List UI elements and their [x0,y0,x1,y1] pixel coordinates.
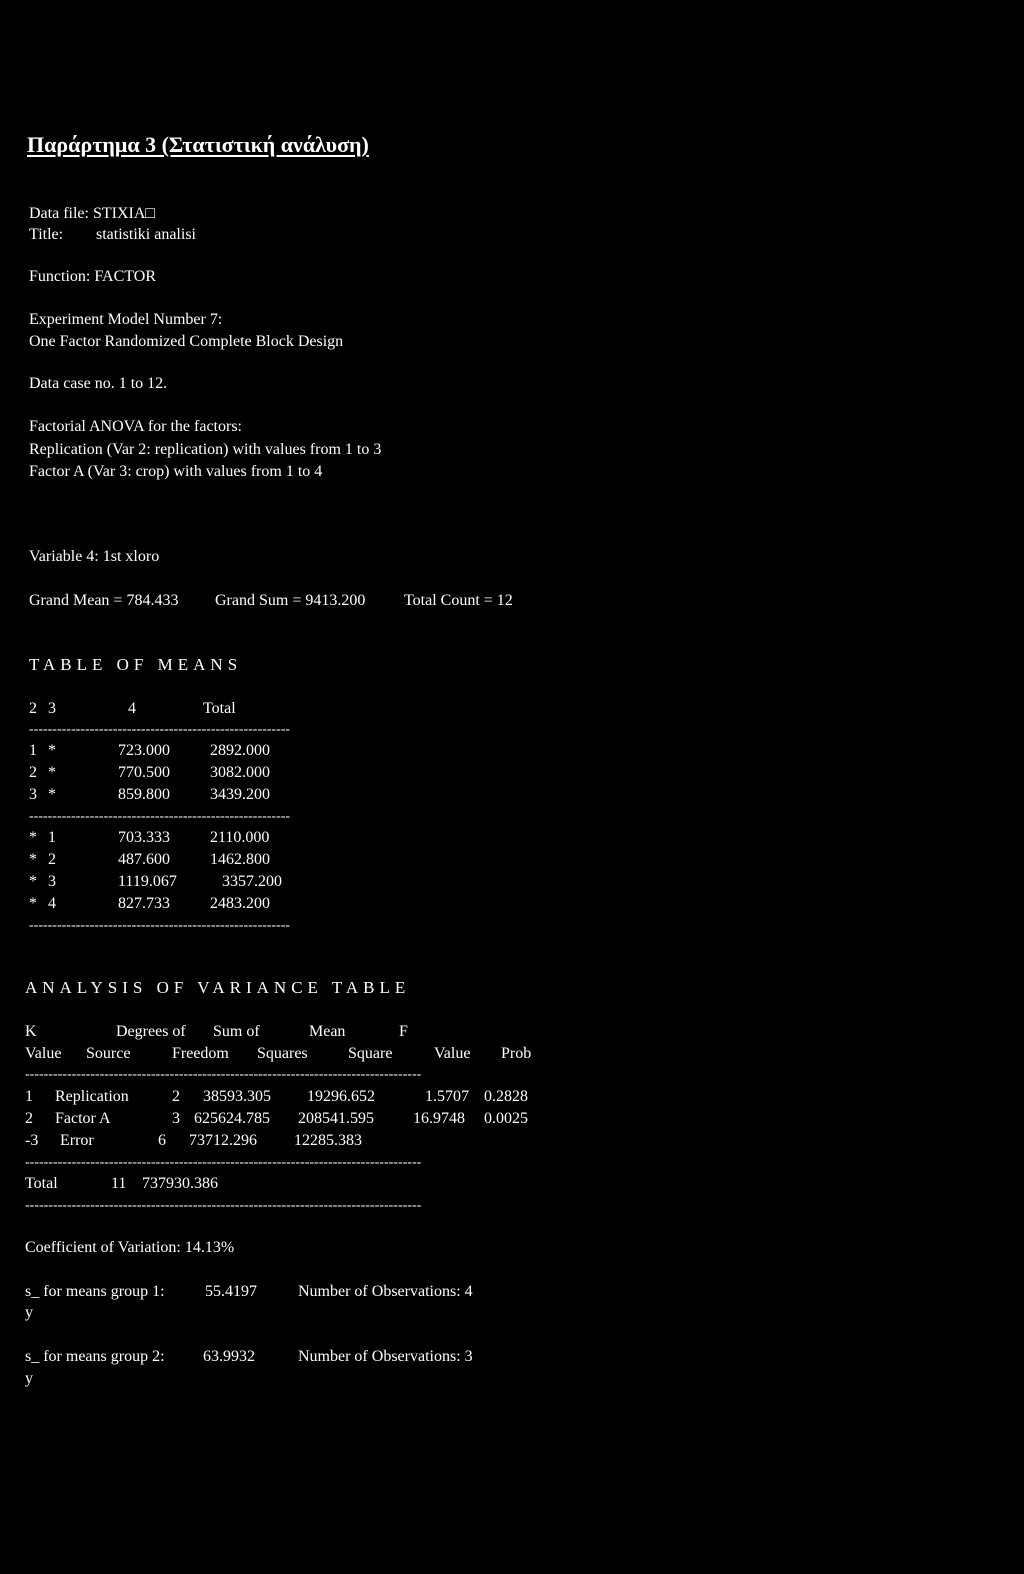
means-separator: -------------------------------------------------------- [29,920,291,932]
cell: Error [60,1132,94,1149]
anova-head-ss: Sum of [213,1023,260,1040]
grand-mean: Grand Mean = 784.433 [29,592,179,609]
cell: * [29,851,37,868]
cell: -3 [25,1132,39,1149]
cell: 6 [158,1132,166,1149]
anova-head2-f: Value [434,1045,471,1062]
cell: 0.0025 [484,1110,528,1127]
cell: 11 [111,1175,127,1192]
cell: 19296.652 [307,1088,375,1105]
means-header-col2: 2 [29,700,37,717]
variable-line: Variable 4: 1st xloro [29,548,160,565]
anova-head2-prob: Prob [501,1045,532,1062]
grand-sum: Grand Sum = 9413.200 [215,592,366,609]
group1-value: 55.4197 [205,1283,257,1300]
title-value: statistiki analisi [96,226,196,243]
cell: 723.000 [118,742,170,759]
cell: 703.333 [118,829,170,846]
cell: 12285.383 [294,1132,362,1149]
anova-head-k: K [25,1023,37,1040]
data-file-line: Data file: STIXIA□ [29,205,156,222]
cell: * [48,764,56,781]
cell: 625624.785 [194,1110,270,1127]
cell: 827.733 [118,895,170,912]
cell: 0.2828 [484,1088,528,1105]
coefficient-of-variation: Coefficient of Variation: 14.13% [25,1239,235,1256]
anova-head2-ms: Square [348,1045,393,1062]
factorial-line-2: Replication (Var 2: replication) with values from 1 to 3 [29,441,382,458]
cell: 737930.386 [142,1175,218,1192]
anova-head2-ss: Squares [257,1045,308,1062]
title-label: Title: [29,226,64,243]
cell: 2110.000 [210,829,270,846]
cell: 770.500 [118,764,170,781]
means-header-col3: 3 [48,700,56,717]
means-separator: -------------------------------------------------------- [29,811,291,823]
group1-subscript: y [25,1304,33,1321]
anova-head-df: Degrees of [116,1023,186,1040]
group2-observations: Number of Observations: 3 [298,1348,473,1365]
cell: 1 [29,742,37,759]
group2-label: s_ for means group 2: [25,1348,165,1365]
model-line-1: Experiment Model Number 7: [29,311,223,328]
factorial-line-3: Factor A (Var 3: crop) with values from 1 to 4 [29,463,323,480]
anova-table-title: ANALYSIS OF VARIANCE TABLE [25,978,411,997]
cell: 1119.067 [118,873,177,890]
cell: * [29,895,37,912]
cell: 16.9748 [413,1110,465,1127]
factorial-line-1: Factorial ANOVA for the factors: [29,418,242,435]
cell: 1 [48,829,56,846]
cell: 3 [29,786,37,803]
cell: 2 [25,1110,33,1127]
cell: 38593.305 [203,1088,271,1105]
cell: 208541.595 [298,1110,374,1127]
anova-head2-source: Source [86,1045,131,1062]
total-count: Total Count = 12 [404,592,513,609]
model-line-2: One Factor Randomized Complete Block Design [29,333,344,350]
anova-separator: ------------------------------------------------------------------------------------- [25,1200,422,1212]
cell: * [29,873,37,890]
group2-value: 63.9932 [203,1348,255,1365]
cell: Replication [55,1088,129,1105]
cell: 4 [48,895,56,912]
cell: 487.600 [118,851,170,868]
cell: 1462.800 [210,851,270,868]
data-case-line: Data case no. 1 to 12. [29,375,168,392]
group2-subscript: y [25,1370,33,1387]
anova-separator: ------------------------------------------------------------------------------------- [25,1069,422,1081]
cell: 859.800 [118,786,170,803]
cell: 2 [48,851,56,868]
cell: 2483.200 [210,895,270,912]
means-separator: -------------------------------------------------------- [29,724,291,736]
means-header-col4: 4 [128,700,136,717]
anova-head-f: F [399,1023,408,1040]
group1-label: s_ for means group 1: [25,1283,165,1300]
cell: 3357.200 [222,873,282,890]
cell: Factor A [55,1110,111,1127]
anova-head2-k: Value [25,1045,62,1062]
cell: 2 [29,764,37,781]
means-header-total: Total [203,700,236,717]
anova-head2-df: Freedom [172,1045,229,1062]
group1-observations: Number of Observations: 4 [298,1283,473,1300]
means-table-title: TABLE OF MEANS [29,655,243,674]
cell: 2 [172,1088,180,1105]
cell: 3 [48,873,56,890]
cell: 3082.000 [210,764,270,781]
function-line: Function: FACTOR [29,268,156,285]
cell: * [48,786,56,803]
cell: 1.5707 [425,1088,469,1105]
appendix-heading: Παράρτημα 3 (Στατιστική ανάλυση) [27,132,369,157]
cell: * [48,742,56,759]
cell: * [29,829,37,846]
anova-head-ms: Mean [309,1023,346,1040]
cell: 2892.000 [210,742,270,759]
cell: 3439.200 [210,786,270,803]
anova-separator: ------------------------------------------------------------------------------------- [25,1157,422,1169]
cell: 73712.296 [189,1132,257,1149]
cell: 3 [172,1110,180,1127]
cell: 1 [25,1088,33,1105]
cell: Total [25,1175,58,1192]
